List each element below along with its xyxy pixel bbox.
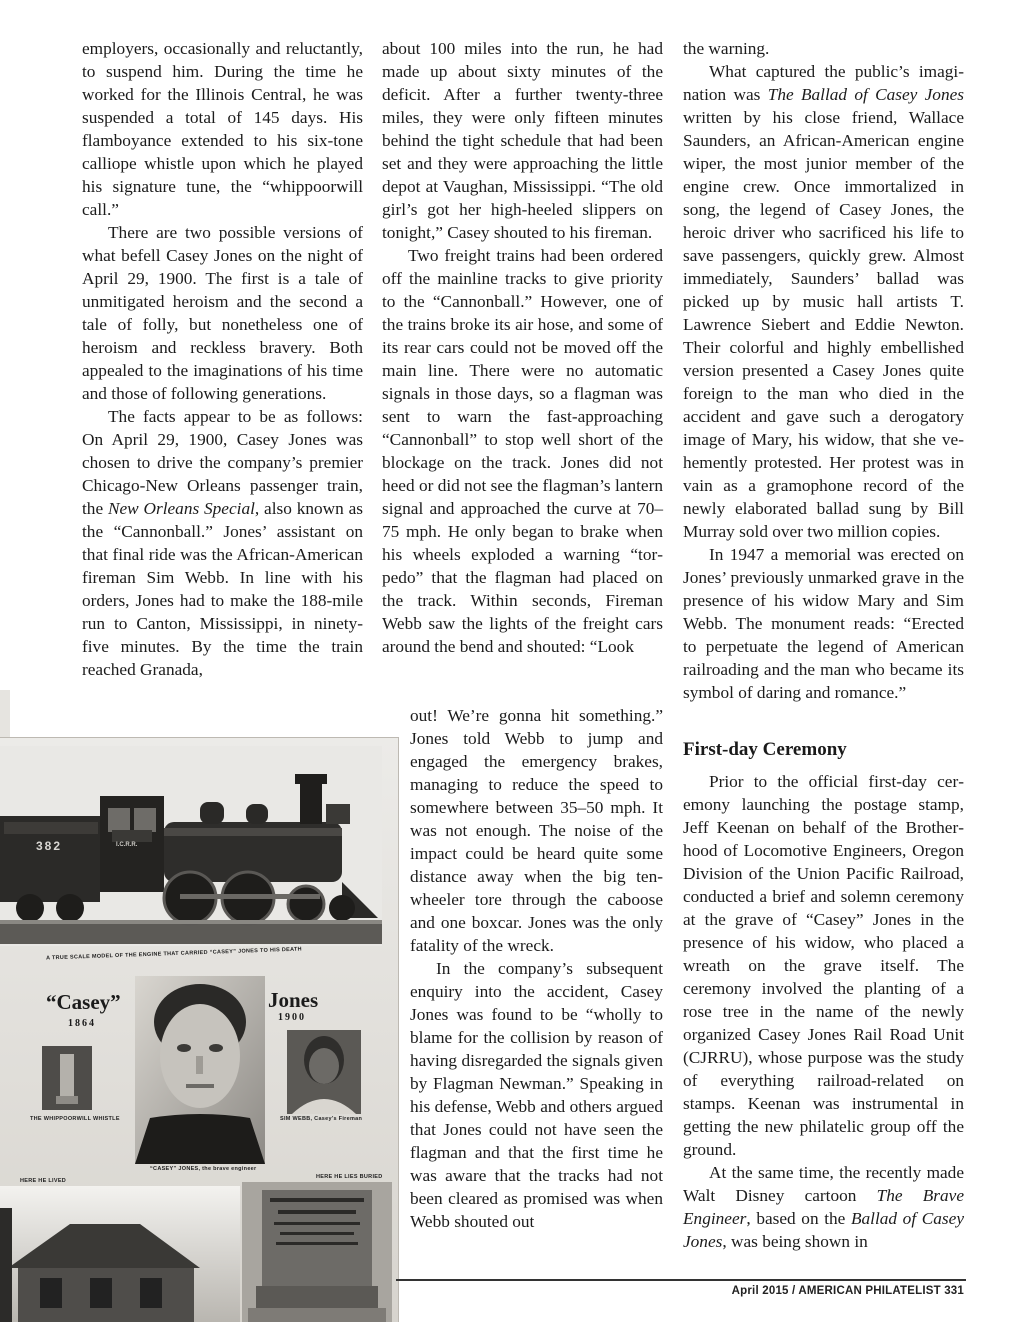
column-2: [382, 37, 663, 658]
column-2-continued: [410, 704, 663, 1233]
house-image: [0, 1186, 240, 1322]
paragraph: In the company’s subsequent enquiry into the accident, Casey Jones was found to be “wholly to blame for the collision by reason of having disregarded the signals given by Flagman Newman.” Speaking in his defense, Webb and others argued that Jones could not have seen the flagman and that the first time he was aware that the tracks had not been cleared as promised was when Webb shouted out: [410, 959, 663, 1231]
collage-artwork: [0, 738, 398, 1322]
paragraph: Two freight trains had been ordered off the mainline tracks to give priority to the “Cannonball.” However, one of the trains broke its air hose, and some of its rear cars could not be moved off the main line. There were no automatic signals in those days, so a flagman was sent to warn the fast-approaching “Cannonball” to stop well short of the blockage on the track. Jones did not heed or did not see the flagman’s lantern signal and approached the curve at 70–75 mph. He only began to brake when his wheels exploded a warning “torpedo” that the flagman had placed on the track. Within seconds, Fireman Webb saw the lights of the freight cars around the bend and shouted: “Look: [382, 246, 663, 656]
section-heading: First-day Ceremony: [683, 739, 847, 760]
page-footer: April 2015 / AMERICAN PHILATELIST 331: [731, 1285, 964, 1297]
column-3: [683, 37, 964, 704]
fireman-caption: SIM WEBB, Casey’s Fireman: [280, 1116, 363, 1122]
jones-title: Jones: [268, 988, 319, 1012]
fireman-image: [287, 1030, 361, 1114]
paragraph: The facts appear to be as follows: On April 29, 1900, Casey Jones was chosen to drive the company’s premier Chicago-New Orleans passenger train, the New Orleans Special, also known as the “Cannonball.” Jones’ assistant on that final ride was the African-American fireman Sim Webb. In line with his orders, Jones had to make the 188-mile run to Canton, Mississippi, in ninety-five minutes. By the time the train reached Granada,: [82, 407, 364, 679]
paragraph: employers, occasionally and reluctantly, to suspend him. During the time he worked for the Illinois Central, he was suspended a total of 145 days. His flamboyance extended to his six-tone calliope whistle upon which he played his signature tune, the “whippoorwill call.”: [82, 39, 363, 219]
whistle-caption: THE WHIPPOORWILL WHISTLE: [30, 1116, 120, 1122]
paragraph: In 1947 a memorial was erected on Jones’ previously unmarked grave in the presence of his widow Mary and Sim Webb. The monument reads: “Erected to perpetuate the legend of American railroading and the man who became its symbol of daring and romance.”: [683, 545, 964, 702]
birth-year: 1864: [68, 1018, 96, 1029]
paragraph: Prior to the official first-day ceremony launching the postage stamp, Jeff Keenan on behalf of the Brotherhood of Locomotive Engineers, Oregon Division of the Union Pacific Railroad, conducted a brief and solemn ceremony at the grave of “Casey” Jones in the presence of his widow, who placed a wreath on the grave itself. The ceremony involved the planting of a rose tree in the name of the newly organized Casey Jones Rail Road Unit (CJRRU), whose purpose was the study of everything railroad-related on stamps. Keenan was instrumental in getting the new philatelic group off the ground.: [683, 772, 964, 1159]
paragraph: What captured the public’s imagination was The Ballad of Casey Jones written by his close friend, Wallace Saunders, an African-American engine wiper, the most junior member of the engine crew. Once immortalized in song, the legend of Casey Jones, the heroic driver who sacrificed his life to save passengers, quickly grew. Almost immediately, Saunders’ ballad was picked up by music hall artists T. Lawrence Siebert and Eddie Newton. Their colorful and highly embellished version presented a Casey Jones quite foreign to the man who died in the accident and gave such a derogatory image of Mary, his widow, that she vehemently protested. Her protest was in vain as a gramophone record of the newly elaborated ballad sung by Bill Murray sold over two million copies.: [683, 62, 964, 541]
column-1: [82, 37, 363, 681]
paragraph: out! We’re gonna hit something.” Jones told Webb to jump and engaged the emergency brakes, managing to reduce the speed to somewhere between 35–50 mph. It was not enough. The noise of the impact could be heard quite some distance away when the big ten-wheeler tore through the caboose and one boxcar. Jones was the only fatality of the wreck.: [410, 706, 663, 955]
engine-caption: A TRUE SCALE MODEL OF THE ENGINE THAT CARRIED “CASEY” JONES TO HIS DEATH: [45, 946, 303, 962]
casey-jones-collage-photo: [0, 738, 398, 1322]
engine-number: 382: [36, 839, 63, 853]
paragraph: about 100 miles into the run, he had made up about sixty minutes of the deficit. After a further twenty-three miles, they were only fifteen minutes behind the tight schedule that had been set and they were approaching the little depot at Vaughan, Mississippi. “The old girl’s got her high-heeled slippers on tonight,” Casey shouted to his fireman.: [382, 39, 663, 242]
column-3-continued: [683, 770, 964, 1253]
paragraph: There are two possible versions of what befell Casey Jones on the night of April 29, 1900. The first is a tale of unmitigated heroism and the second a tale of folly, but nonetheless one of heroism and reckless bravery. Both appealed to the imaginations of his time and those of following generations.: [82, 223, 363, 403]
death-year: 1900: [278, 1012, 306, 1023]
paragraph: the warning.: [683, 39, 770, 58]
house-caption: HERE HE LIVED: [20, 1178, 67, 1184]
portrait-image: [135, 976, 265, 1164]
portrait-caption: “CASEY” JONES, the brave engineer: [150, 1166, 257, 1172]
casey-title: “Casey”: [46, 990, 121, 1014]
grave-caption: HERE HE LIES BURIED: [316, 1174, 383, 1180]
gravestone-image: [242, 1182, 392, 1322]
cab-plate: I.C.R.R.: [116, 842, 138, 848]
whistle-image: [42, 1046, 92, 1110]
paragraph: At the same time, the recently made Walt Disney cartoon The Brave Engineer, based on the Ballad of Casey Jones, was being shown in: [683, 1163, 965, 1251]
footer-rule: [396, 1279, 966, 1281]
